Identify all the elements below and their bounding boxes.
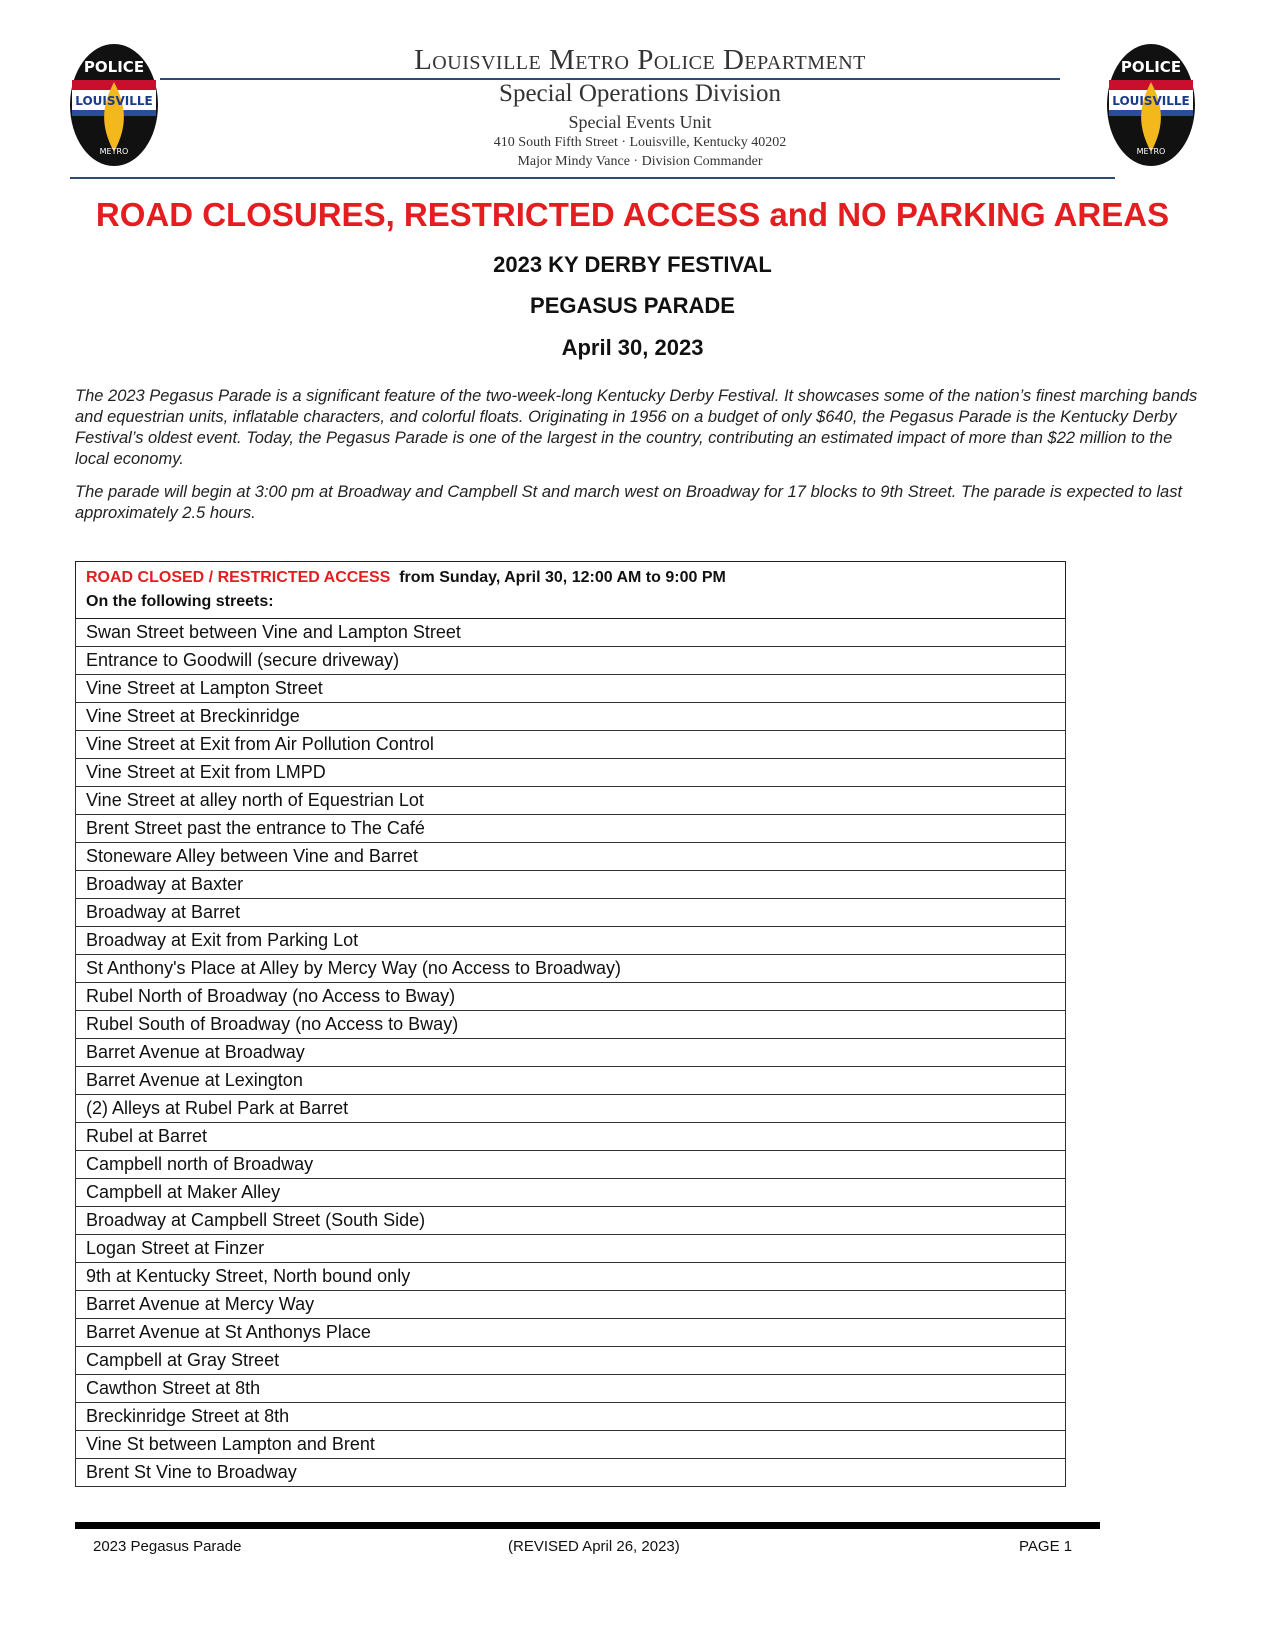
street-closure: Entrance to Goodwill (secure driveway) xyxy=(76,647,1066,675)
street-closure: Vine Street at Exit from Air Pollution Control xyxy=(76,731,1066,759)
street-closure: Breckinridge Street at 8th xyxy=(76,1403,1066,1431)
svg-text:METRO: METRO xyxy=(1136,147,1166,156)
street-closure: Broadway at Campbell Street (South Side) xyxy=(76,1207,1066,1235)
street-closure: St Anthony's Place at Alley by Mercy Way (no Access to Broadway) xyxy=(76,955,1066,983)
table-row xyxy=(76,1347,1066,1375)
police-badge-logo-right xyxy=(1105,42,1197,168)
street-closure: Campbell north of Broadway xyxy=(76,1151,1066,1179)
table-row xyxy=(76,1319,1066,1347)
street-closure: Brent St Vine to Broadway xyxy=(76,1459,1066,1487)
table-row xyxy=(76,1375,1066,1403)
table-row xyxy=(76,1095,1066,1123)
table-row xyxy=(76,1235,1066,1263)
footer-revised: (REVISED April 26, 2023) xyxy=(508,1538,680,1555)
street-closure: Rubel South of Broadway (no Access to Bway) xyxy=(76,1011,1066,1039)
table-row xyxy=(76,759,1066,787)
table-row xyxy=(76,1263,1066,1291)
svg-text:POLICE: POLICE xyxy=(1120,58,1182,76)
address: 410 South Fifth Street · Louisville, Kentucky 40202 xyxy=(493,135,787,150)
header-closed-label: ROAD CLOSED / RESTRICTED ACCESS xyxy=(86,569,391,586)
table-row xyxy=(76,647,1066,675)
event-name: 2023 KY DERBY FESTIVAL xyxy=(493,252,772,277)
table-row xyxy=(76,843,1066,871)
street-closure: Stoneware Alley between Vine and Barret xyxy=(76,843,1066,871)
table-header xyxy=(76,562,1066,619)
unit-name: Special Events Unit xyxy=(568,112,712,132)
street-closure: Swan Street between Vine and Lampton Street xyxy=(76,619,1066,647)
table-row xyxy=(76,1151,1066,1179)
table-row xyxy=(76,815,1066,843)
street-closure: Barret Avenue at St Anthonys Place xyxy=(76,1319,1066,1347)
street-closure: 9th at Kentucky Street, North bound only xyxy=(76,1263,1066,1291)
street-closure: Cawthon Street at 8th xyxy=(76,1375,1066,1403)
footer-bar xyxy=(75,1522,1100,1529)
street-closure: Broadway at Exit from Parking Lot xyxy=(76,927,1066,955)
street-closure: Vine Street at Lampton Street xyxy=(76,675,1066,703)
street-closure: Brent Street past the entrance to The Café xyxy=(76,815,1066,843)
table-row xyxy=(76,619,1066,647)
svg-text:LOUISVILLE: LOUISVILLE xyxy=(1112,94,1190,108)
street-closure: Barret Avenue at Broadway xyxy=(76,1039,1066,1067)
header-time: from Sunday, April 30, 12:00 AM to 9:00 PM xyxy=(399,569,726,586)
street-closure: Vine Street at Exit from LMPD xyxy=(76,759,1066,787)
department-name: Louisville Metro Police Department xyxy=(414,44,866,76)
table-row xyxy=(76,1011,1066,1039)
street-closure: Barret Avenue at Lexington xyxy=(76,1067,1066,1095)
svg-text:POLICE: POLICE xyxy=(83,58,145,76)
svg-text:LOUISVILLE: LOUISVILLE xyxy=(75,94,153,108)
street-closure: Rubel North of Broadway (no Access to Bway) xyxy=(76,983,1066,1011)
division-name: Special Operations Division xyxy=(499,80,781,107)
table-row xyxy=(76,1291,1066,1319)
event-date: April 30, 2023 xyxy=(561,335,704,360)
table-row xyxy=(76,1123,1066,1151)
street-closure: Logan Street at Finzer xyxy=(76,1235,1066,1263)
table-row xyxy=(76,787,1066,815)
street-closure: Broadway at Baxter xyxy=(76,871,1066,899)
table-row xyxy=(76,1431,1066,1459)
street-closure: Campbell at Gray Street xyxy=(76,1347,1066,1375)
footer-left: 2023 Pegasus Parade xyxy=(93,1538,242,1555)
intro-paragraph: The 2023 Pegasus Parade is a significant feature of the two-week-long Kentucky Derby Festival. It showcases some of the nation’s finest marching bands and equestrian units, inflatable characters, and colorful floats. Originating in 1956 on a budget of only $640, the Pegasus Parade is the Kentucky Derby Festival’s oldest event. Today, the Pegasus Parade is one of the largest in the country, contributing an estimated impact of more than $22 million to the local economy. xyxy=(75,387,1198,468)
table-row xyxy=(76,1207,1066,1235)
closures-table xyxy=(75,561,1066,1487)
table-row xyxy=(76,983,1066,1011)
parade-name: PEGASUS PARADE xyxy=(530,293,735,318)
commander: Major Mindy Vance · Division Commander xyxy=(517,154,763,169)
street-closure: Barret Avenue at Mercy Way xyxy=(76,1291,1066,1319)
table-row xyxy=(76,927,1066,955)
document-title: ROAD CLOSURES, RESTRICTED ACCESS and NO PARKING AREAS xyxy=(95,196,1170,233)
header-bottom-divider xyxy=(70,177,1115,179)
table-row xyxy=(76,1403,1066,1431)
svg-text:METRO: METRO xyxy=(99,147,129,156)
table-row xyxy=(76,899,1066,927)
street-closure: (2) Alleys at Rubel Park at Barret xyxy=(76,1095,1066,1123)
table-row xyxy=(76,871,1066,899)
street-closure: Rubel at Barret xyxy=(76,1123,1066,1151)
street-closure: Campbell at Maker Alley xyxy=(76,1179,1066,1207)
police-badge-logo-left xyxy=(68,42,160,168)
header-sub: On the following streets: xyxy=(86,593,274,610)
table-row xyxy=(76,955,1066,983)
table-row xyxy=(76,1067,1066,1095)
street-closure: Vine Street at Breckinridge xyxy=(76,703,1066,731)
street-closure: Broadway at Barret xyxy=(76,899,1066,927)
street-closure: Vine Street at alley north of Equestrian Lot xyxy=(76,787,1066,815)
route-paragraph: The parade will begin at 3:00 pm at Broadway and Campbell St and march west on Broadway for 17 blocks to 9th Street. The parade is expected to last approximately 2.5 hours. xyxy=(75,483,1183,522)
table-row xyxy=(76,1039,1066,1067)
table-row xyxy=(76,1179,1066,1207)
table-row xyxy=(76,731,1066,759)
street-closure: Vine St between Lampton and Brent xyxy=(76,1431,1066,1459)
table-row xyxy=(76,703,1066,731)
page-number: PAGE 1 xyxy=(1019,1538,1073,1555)
table-row xyxy=(76,675,1066,703)
table-row xyxy=(76,1459,1066,1487)
